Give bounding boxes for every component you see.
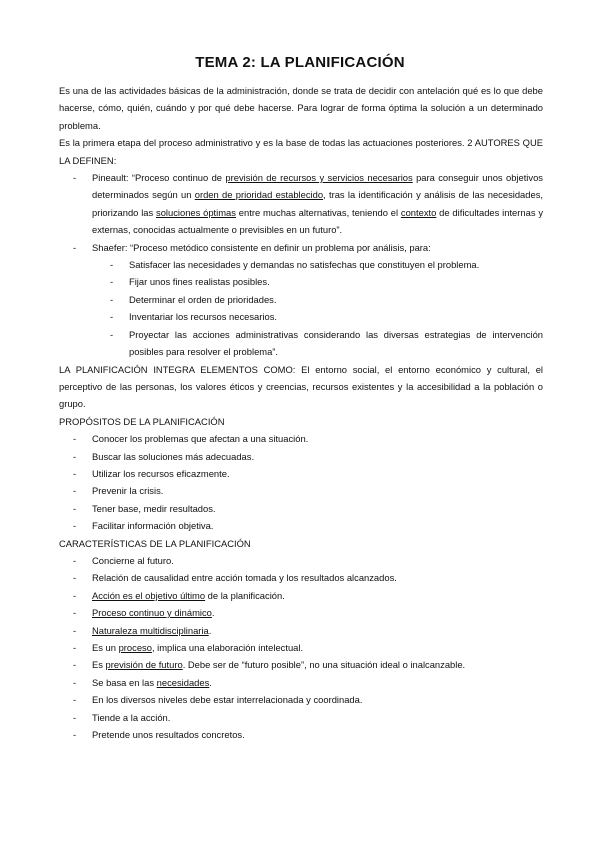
- section-heading-propositos: PROPÓSITOS DE LA PLANIFICACIÓN: [59, 415, 225, 427]
- list-item: - Inventariar los recursos necesarios.: [59, 308, 543, 325]
- author-shaefer: - Shaefer: “Proceso metódico consistente en definir un problema por análisis, para:: [59, 239, 543, 256]
- list-item: - Conocer los problemas que afectan a una situación.: [59, 430, 543, 447]
- authors-list: [59, 169, 543, 256]
- list-item: - Tiende a la acción.: [59, 709, 543, 726]
- list-item: - Relación de causalidad entre acción tomada y los resultados alcanzados.: [59, 569, 543, 586]
- list-item: - Es previsión de futuro. Debe ser de “futuro posible”, no una situación ideal o inalcanzable.: [59, 656, 543, 673]
- list-item: - Satisfacer las necesidades y demandas no satisfechas que constituyen el problema.: [59, 256, 543, 273]
- document-body: [59, 82, 543, 743]
- list-item: - En los diversos niveles debe estar interrelacionada y coordinada.: [59, 691, 543, 708]
- page-title: TEMA 2: LA PLANIFICACIÓN: [195, 54, 405, 71]
- list-item: - Determinar el orden de prioridades.: [59, 291, 543, 308]
- shaefer-sublist: [59, 256, 543, 360]
- caracteristicas-list: [59, 552, 543, 743]
- list-item: - Fijar unos fines realistas posibles.: [59, 273, 543, 290]
- intro-paragraph-2: Es la primera etapa del proceso administrativo y es la base de todas las actuaciones posteriores. 2 AUTORES QUE LA DEFINEN:: [59, 137, 543, 166]
- list-item: - Pretende unos resultados concretos.: [59, 726, 543, 743]
- list-item: - Es un proceso, implica una elaboración intelectual.: [59, 639, 543, 656]
- author-pineault: - Pineault: “Proceso continuo de previsión de recursos y servicios necesarios para conseguir unos objetivos determinados según un orden de prioridad establecido, tras la identificación y análisis de las necesidades, priorizando las soluciones óptimas entre muchas alternativas, teniendo el contexto de dificultades internas y externas, conocidas actualmente o previsibles en un futuro”.: [59, 169, 543, 239]
- list-item: - Proyectar las acciones administrativas considerando las diversas estrategias de intervención posibles para resolver el problema”.: [59, 326, 543, 361]
- list-item: - Facilitar información objetiva.: [59, 517, 543, 534]
- list-item: - Utilizar los recursos eficazmente.: [59, 465, 543, 482]
- section-heading-caracteristicas: CARACTERÍSTICAS DE LA PLANIFICACIÓN: [59, 537, 251, 549]
- list-item: - Naturaleza multidisciplinaria.: [59, 622, 543, 639]
- intro-paragraph-1: Es una de las actividades básicas de la administración, donde se trata de decidir con antelación qué es lo que debe hacerse, cómo, quién, cuándo y por qué debe hacerse. Para lograr de forma óptima la solución a un determinado problema.: [59, 85, 543, 131]
- list-item: - Prevenir la crisis.: [59, 482, 543, 499]
- list-item: - Buscar las soluciones más adecuadas.: [59, 448, 543, 465]
- list-item: - Acción es el objetivo último de la planificación.: [59, 587, 543, 604]
- list-item: - Proceso continuo y dinámico.: [59, 604, 543, 621]
- integra-paragraph: LA PLANIFICACIÓN INTEGRA ELEMENTOS COMO: El entorno social, el entorno económico y cultural, el perceptivo de las personas, los valores éticos y creencias, recursos existentes y la accesibilidad a la población o grupo.: [59, 363, 543, 410]
- list-item: - Se basa en las necesidades.: [59, 674, 543, 691]
- list-item: - Concierne al futuro.: [59, 552, 543, 569]
- propositos-list: [59, 430, 543, 534]
- list-item: - Tener base, medir resultados.: [59, 500, 543, 517]
